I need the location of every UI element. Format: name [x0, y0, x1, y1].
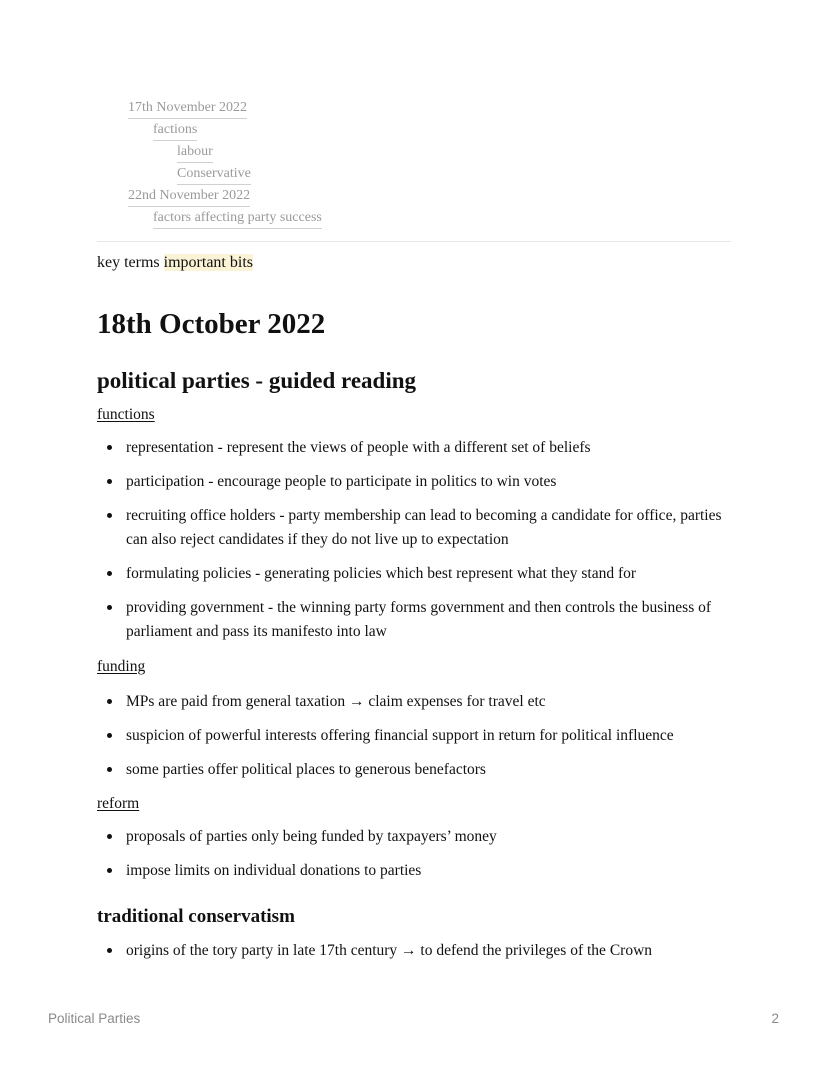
list-item: origins of the tory party in late 17th century → to defend the privileges of the Crown	[97, 939, 737, 963]
list-item: representation - represent the views of people with a different set of beliefs	[97, 436, 737, 460]
divider	[97, 241, 731, 242]
funding-subheading: funding	[97, 658, 146, 675]
toc-link-conservative[interactable]: Conservative	[177, 164, 251, 185]
bullet-icon	[107, 868, 112, 873]
functions-list	[97, 436, 737, 644]
reform-list	[97, 825, 737, 883]
list-item: impose limits on individual donations to parties	[97, 859, 737, 883]
bullet-icon	[107, 733, 112, 738]
list-item: some parties offer political places to generous benefactors	[97, 758, 737, 782]
bullet-icon	[107, 605, 112, 610]
list-item: providing government - the winning party forms government and then controls the business of parliament and pass its manifesto into law	[97, 596, 737, 644]
toc-link-22nd-november[interactable]: 22nd November 2022	[128, 186, 250, 207]
list-item: proposals of parties only being funded by taxpayers’ money	[97, 825, 737, 849]
footer-document-title: Political Parties	[48, 1011, 141, 1026]
footer-page-number: 2	[771, 1011, 779, 1026]
legend-key-terms: key terms	[97, 254, 160, 271]
bullet-icon	[107, 948, 112, 953]
bullet-icon	[107, 834, 112, 839]
toc-link-factions[interactable]: factions	[153, 120, 197, 141]
funding-list	[97, 690, 737, 782]
bullet-icon	[107, 445, 112, 450]
functions-subheading: functions	[97, 406, 155, 423]
date-heading: 18th October 2022	[97, 308, 326, 340]
toc-link-labour[interactable]: labour	[177, 142, 213, 163]
traditional-conservatism-list	[97, 939, 737, 963]
list-item: MPs are paid from general taxation → claim expenses for travel etc	[97, 690, 737, 714]
bullet-icon	[107, 699, 112, 704]
bullet-icon	[107, 767, 112, 772]
list-item: suspicion of powerful interests offering financial support in return for political influence	[97, 724, 737, 748]
reform-subheading: reform	[97, 795, 140, 812]
list-item: participation - encourage people to participate in politics to win votes	[97, 470, 737, 494]
legend	[97, 253, 253, 273]
bullet-icon	[107, 571, 112, 576]
toc-link-17th-november[interactable]: 17th November 2022	[128, 98, 247, 119]
section-title: political parties - guided reading	[97, 368, 417, 393]
legend-important-bits: important bits	[163, 254, 253, 271]
bullet-icon	[107, 479, 112, 484]
list-item: recruiting office holders - party membership can lead to becoming a candidate for office, parties can also reject candidates if they do not live up to expectation	[97, 504, 737, 552]
traditional-conservatism-heading: traditional conservatism	[97, 906, 295, 927]
bullet-icon	[107, 513, 112, 518]
list-item: formulating policies - generating policies which best represent what they stand for	[97, 562, 737, 586]
toc-link-factors-affecting-party-success[interactable]: factors affecting party success	[153, 208, 322, 229]
